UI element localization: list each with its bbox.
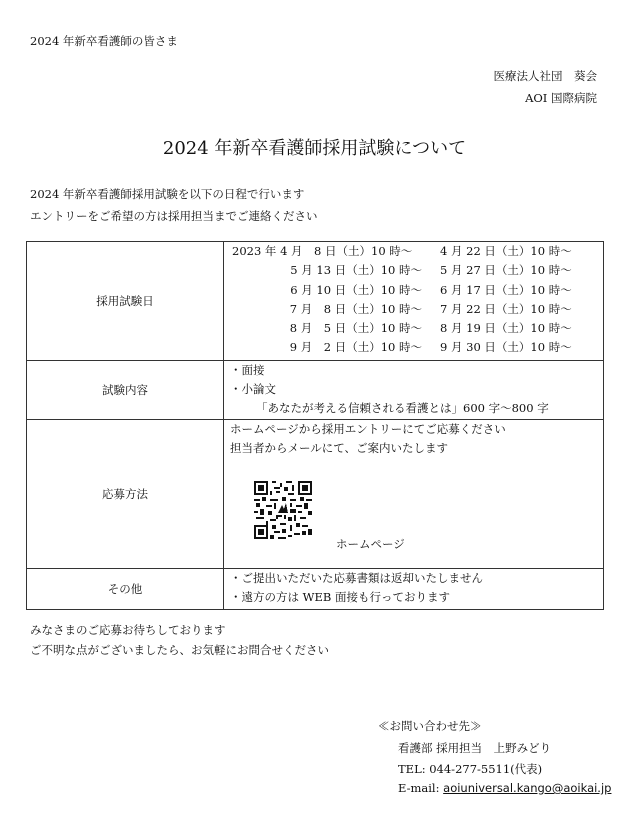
qr-block <box>224 458 603 564</box>
note-documents-not-returned: ・ご提出いただいた応募書類は返却いたしません <box>230 571 483 585</box>
contact-email-line <box>398 781 611 795</box>
exam-date: 4 月 22 日（土）10 時～ <box>440 244 572 258</box>
essay-topic: 「あなたが考える信頼される看護とは」600 字～800 字 <box>256 401 549 415</box>
exam-item-essay: ・小論文 <box>230 382 276 396</box>
row-label-exam-content: 試験内容 <box>27 361 224 420</box>
qr-caption: ホームページ <box>336 537 405 551</box>
exam-date: 9 月 2 日（土）10 時～ <box>289 340 422 355</box>
date-row <box>224 261 603 280</box>
intro-line-1: 2024 年新卒看護師採用試験を以下の日程で行います <box>30 187 305 201</box>
exam-date: 9 月 30 日（土）10 時～ <box>440 340 572 355</box>
email-link[interactable]: aoiuniversal.kango@aoikai.jp <box>443 781 612 795</box>
closing-line-2: ご不明な点がございましたら、お気軽にお問合せください <box>30 643 329 657</box>
date-row <box>224 338 603 357</box>
sender-hospital: AOI 国際病院 <box>525 91 597 105</box>
recruitment-table <box>26 241 604 610</box>
closing-line-1: みなさまのご応募お待ちしております <box>30 623 226 637</box>
exam-date: 6 月 17 日（土）10 時～ <box>440 282 572 297</box>
date-row <box>224 281 603 300</box>
contact-heading: ≪お問い合わせ先≫ <box>378 719 482 733</box>
document-title: 2024 年新卒看護師採用試験について <box>162 138 467 159</box>
email-label: E-mail: <box>398 781 444 795</box>
application-method-cell <box>224 420 604 569</box>
exam-date: 5 月 27 日（土）10 時～ <box>440 263 572 278</box>
table-row <box>27 420 604 569</box>
exam-dates-cell <box>224 242 604 361</box>
qr-code-icon[interactable] <box>254 481 312 539</box>
exam-date: 7 月 8 日（土）10 時～ <box>289 301 422 316</box>
exam-date: 2023 年 4 月 8 日（土）10 時～ <box>232 244 413 258</box>
exam-dates-list <box>224 242 603 358</box>
note-web-interview: ・遠方の方は WEB 面接も行っております <box>230 590 450 604</box>
exam-date: 8 月 5 日（土）10 時～ <box>289 321 422 336</box>
table-row <box>27 569 604 610</box>
date-row <box>224 300 603 319</box>
application-line-1: ホームページから採用エントリーにてご応募ください <box>230 422 506 436</box>
date-row <box>224 319 603 338</box>
table-row <box>27 242 604 361</box>
table-row <box>27 361 604 420</box>
date-row <box>224 242 603 261</box>
exam-date: 6 月 10 日（土）10 時～ <box>290 282 422 297</box>
exam-date: 8 月 19 日（土）10 時～ <box>440 321 572 336</box>
exam-date: 7 月 22 日（土）10 時～ <box>440 301 572 316</box>
exam-date: 5 月 13 日（土）10 時～ <box>290 263 422 278</box>
contact-department: 看護部 採用担当 上野みどり <box>398 741 552 755</box>
sender-organization: 医療法人社団 葵会 <box>493 69 597 83</box>
addressee: 2024 年新卒看護師の皆さま <box>30 34 178 48</box>
contact-phone: TEL: 044-277-5511(代表) <box>398 762 543 776</box>
application-line-2: 担当者からメールにて、ご案内いたします <box>230 441 449 455</box>
intro-line-2: エントリーをご希望の方は採用担当までご連絡ください <box>30 209 318 223</box>
row-label-application-method: 応募方法 <box>27 420 224 569</box>
other-cell <box>224 569 604 610</box>
exam-content-cell <box>224 361 604 420</box>
exam-item-interview: ・面接 <box>230 363 265 377</box>
row-label-exam-dates: 採用試験日 <box>27 242 224 361</box>
row-label-other: その他 <box>27 569 224 610</box>
